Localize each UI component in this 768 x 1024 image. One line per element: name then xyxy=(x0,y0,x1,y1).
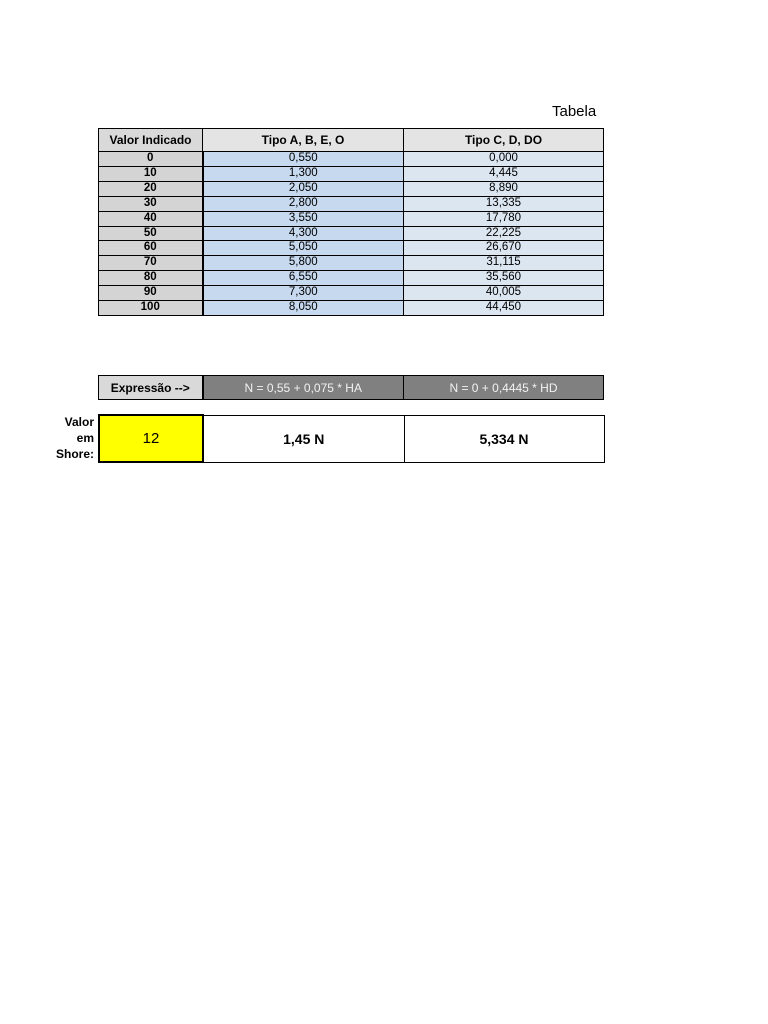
expression-label: Expressão --> xyxy=(99,376,203,400)
cell-tipo-a: 1,300 xyxy=(203,166,404,181)
cell-tipo-c: 31,115 xyxy=(404,256,604,271)
cell-tipo-a: 6,550 xyxy=(203,271,404,286)
cell-valor-indicado: 0 xyxy=(99,152,203,167)
cell-tipo-a: 5,050 xyxy=(203,241,404,256)
header-tipo-c: Tipo C, D, DO xyxy=(404,129,604,152)
table-row xyxy=(99,211,604,226)
table-header-row xyxy=(99,129,604,152)
result-tipo-c: 5,334 N xyxy=(404,415,604,462)
table-row xyxy=(99,301,604,316)
cell-tipo-a: 7,300 xyxy=(203,286,404,301)
header-tipo-a: Tipo A, B, E, O xyxy=(203,129,404,152)
table-body xyxy=(99,152,604,316)
table-row xyxy=(99,181,604,196)
cell-valor-indicado: 30 xyxy=(99,196,203,211)
cell-tipo-a: 4,300 xyxy=(203,226,404,241)
cell-tipo-a: 3,550 xyxy=(203,211,404,226)
cell-valor-indicado: 80 xyxy=(99,271,203,286)
cell-tipo-c: 17,780 xyxy=(404,211,604,226)
cell-tipo-c: 44,450 xyxy=(404,301,604,316)
formula-tipo-a: N = 0,55 + 0,075 * HA xyxy=(203,376,404,400)
cell-tipo-c: 13,335 xyxy=(404,196,604,211)
cell-tipo-a: 5,800 xyxy=(203,256,404,271)
cell-tipo-c: 22,225 xyxy=(404,226,604,241)
cell-valor-indicado: 50 xyxy=(99,226,203,241)
cell-valor-indicado: 40 xyxy=(99,211,203,226)
table-row xyxy=(99,152,604,167)
cell-valor-indicado: 70 xyxy=(99,256,203,271)
side-label-line: Valor xyxy=(64,415,94,429)
cell-valor-indicado: 60 xyxy=(99,241,203,256)
cell-valor-indicado: 20 xyxy=(99,181,203,196)
cell-tipo-a: 0,550 xyxy=(203,152,404,167)
result-tipo-a: 1,45 N xyxy=(203,415,404,462)
table-row xyxy=(99,241,604,256)
table-row xyxy=(99,256,604,271)
result-row xyxy=(98,414,605,463)
side-label-line: Shore: xyxy=(55,447,94,461)
header-valor-indicado: Valor Indicado xyxy=(99,129,203,152)
table-row xyxy=(99,271,604,286)
shore-value-input[interactable]: 12 xyxy=(99,415,203,462)
cell-valor-indicado: 100 xyxy=(99,301,203,316)
cell-tipo-c: 0,000 xyxy=(404,152,604,167)
cell-tipo-a: 2,050 xyxy=(203,181,404,196)
cell-tipo-c: 35,560 xyxy=(404,271,604,286)
page-label: Tabela xyxy=(552,103,597,120)
cell-valor-indicado: 10 xyxy=(99,166,203,181)
cell-tipo-c: 8,890 xyxy=(404,181,604,196)
cell-tipo-a: 8,050 xyxy=(203,301,404,316)
conversion-table xyxy=(98,128,604,316)
cell-tipo-a: 2,800 xyxy=(203,196,404,211)
table-row xyxy=(99,226,604,241)
table-row xyxy=(99,166,604,181)
table-row xyxy=(99,286,604,301)
cell-tipo-c: 4,445 xyxy=(404,166,604,181)
expression-row xyxy=(98,375,604,400)
cell-tipo-c: 26,670 xyxy=(404,241,604,256)
shore-value-label xyxy=(48,414,94,462)
table-row xyxy=(99,196,604,211)
formula-tipo-c: N = 0 + 0,4445 * HD xyxy=(404,376,604,400)
side-label-line: em xyxy=(76,431,94,445)
cell-valor-indicado: 90 xyxy=(99,286,203,301)
cell-tipo-c: 40,005 xyxy=(404,286,604,301)
